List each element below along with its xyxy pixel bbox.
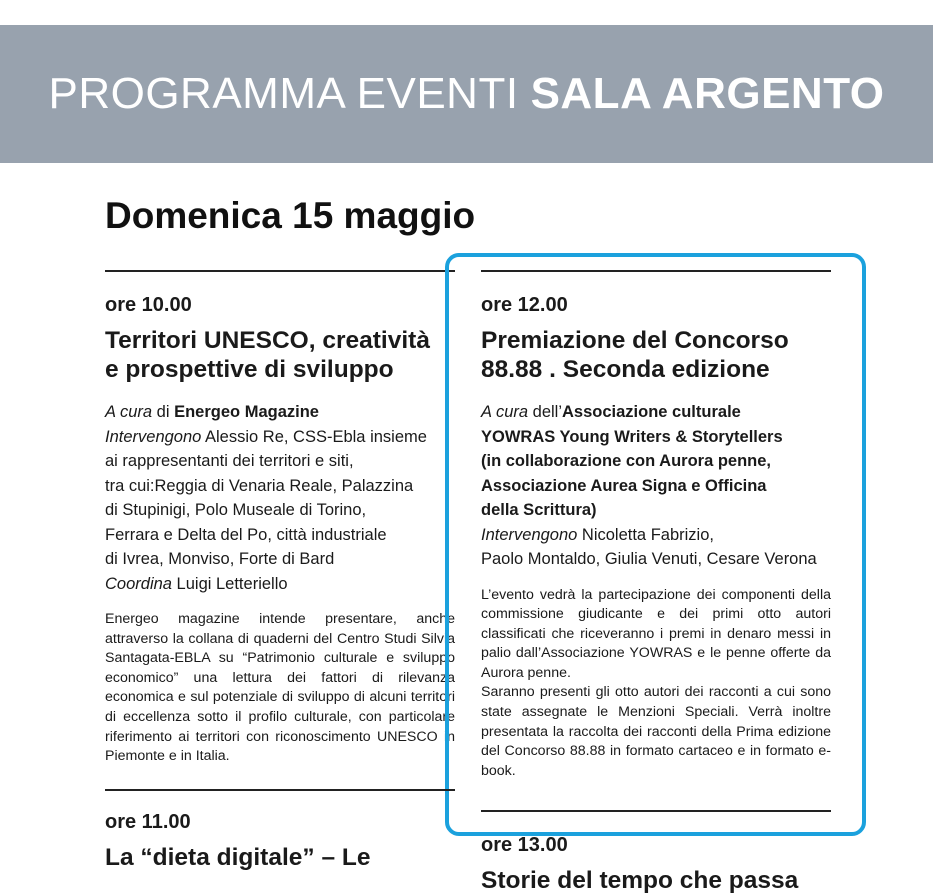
event-time: ore 12.00 <box>481 294 568 316</box>
day-title: Domenica 15 maggio <box>105 195 476 236</box>
event-description: Energeo magazine intende presentare, anche attraverso la collana di quaderni del Centro Studi Silvia Santagata-EBLA su “Patrimonio culturale e sviluppo economico” una lettura dei fattori di rilevanza economica e sul potenziale di sviluppo di alcuni territori di eccellenza sotto il profilo culturale, con particolare riferimento ai territori con riconoscimento UNESCO in Piemonte e in Italia. <box>105 611 455 765</box>
banner-title-bold: SALA ARGENTO <box>530 69 885 118</box>
speakers-line: Intervengono Alessio Re, CSS-Ebla insieme <box>105 427 427 446</box>
event-title: Premiazione del Concorso 88.88 . Seconda edizione <box>481 327 789 383</box>
banner-title-light: PROGRAMMA EVENTI <box>48 69 519 118</box>
event-title: Territori UNESCO, creatività e prospettive di sviluppo <box>105 327 430 383</box>
divider <box>481 270 831 272</box>
event-title: La “dieta digitale” – Le <box>105 844 371 871</box>
divider <box>481 810 831 812</box>
event-1200 <box>481 270 831 781</box>
event-1000 <box>105 270 455 767</box>
program-banner <box>0 25 933 163</box>
divider <box>105 789 455 791</box>
divider <box>105 270 455 272</box>
event-description: L’evento vedrà la partecipazione dei componenti della commissione giudicante e dei primi otto autori classificati che riceveranno i premi in denaro messi in palio dall’Associazione YOWRAS e le penne offerte da Aurora penne. Saranno presenti gli otto autori dei racconti a cui sono state assegnate le Menzioni Speciali. Verrà inoltre presentata la raccolta dei racconti della Prima edizione del Concorso 88.88 in formato cartaceo e in formato e-book. <box>481 586 831 779</box>
event-time: ore 13.00 <box>481 834 568 856</box>
event-credits: A cura di Energeo Magazine Intervengono Alessio Re, CSS-Ebla insieme ai rappresentanti dei territori e siti, tra cui:Reggia di Venaria Reale, Palazzina di Stupinigi, Polo Museale di Torino, Ferrara e Delta del Po, città industriale di Ivrea, Monviso, Forte di Bard Coordina Luigi Letteriello <box>105 400 455 596</box>
event-1300 <box>481 810 831 895</box>
event-title: Storie del tempo che passa <box>481 867 799 894</box>
event-time: ore 11.00 <box>105 811 191 833</box>
event-1100 <box>105 789 455 872</box>
curator-line: A cura di Energeo Magazine <box>105 403 319 421</box>
event-credits: A cura dell’Associazione culturale YOWRAS Young Writers & Storytellers (in collaborazione con Aurora penne, Associazione Aurea Signa e Officina della Scrittura) Intervengono Nicoletta Fabrizio, Paolo Montaldo, Giulia Venuti, Cesare Verona <box>481 400 831 572</box>
event-time: ore 10.00 <box>105 294 192 316</box>
speakers-line: Intervengono Nicoletta Fabrizio, <box>481 525 714 544</box>
curator-line: A cura dell’Associazione culturale <box>481 403 741 421</box>
curator-name: Energeo Magazine <box>174 403 319 421</box>
moderator-line: Coordina Luigi Letteriello <box>105 574 288 593</box>
